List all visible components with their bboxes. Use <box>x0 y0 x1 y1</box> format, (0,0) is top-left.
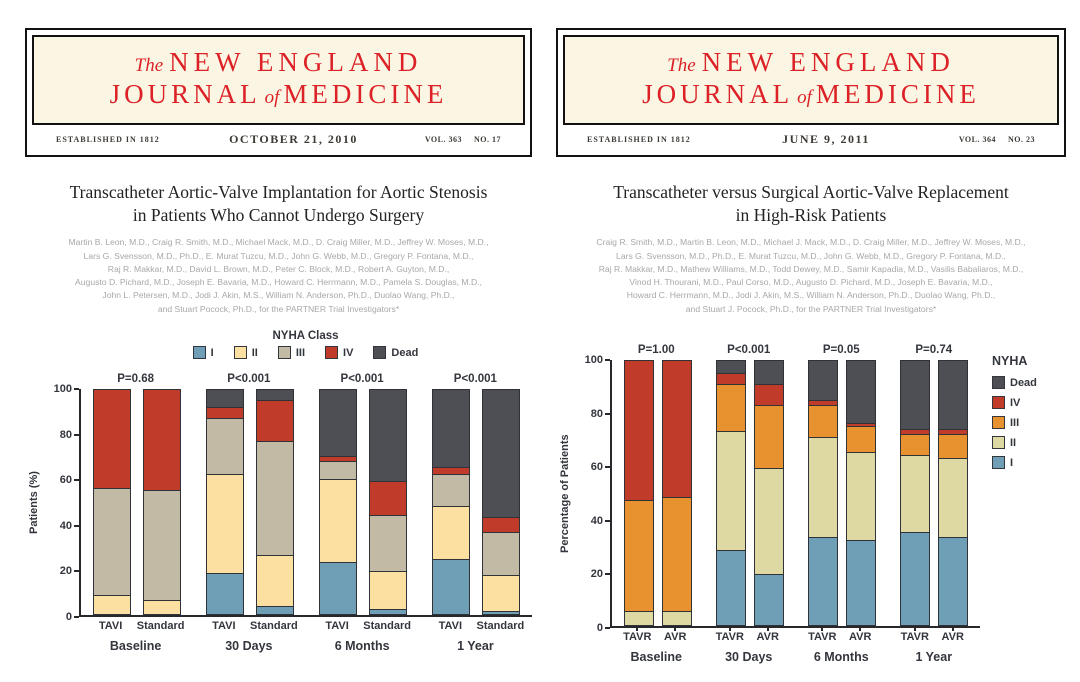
segment-nyha-iii <box>625 501 653 612</box>
segment-nyha-iii <box>939 435 967 459</box>
author-line: Howard C. Herrmann, M.D., Jodi J. Akin, M.S., William N. Anderson, Ph.D., Duolao Wang, Ph.D., <box>626 290 996 301</box>
y-axis-title: Patients (%) <box>28 471 40 535</box>
bar-label: AVR <box>753 631 783 643</box>
segment-nyha-dead <box>901 361 929 430</box>
stacked-bar-avr <box>846 360 876 626</box>
category-label: 1 Year <box>915 650 953 665</box>
legend-swatch <box>193 346 206 359</box>
volume-number <box>381 135 501 144</box>
legend-item-iv <box>992 396 1066 409</box>
p-value: P=0.74 <box>915 344 953 357</box>
author-line: Lars G. Svensson, M.D., Ph.D., E. Murat Tuzcu, M.D., John G. Webb, M.D., Gregory P. Fontana, M.D., <box>83 250 474 261</box>
logo-medicine: MEDICINE <box>815 79 980 109</box>
y-axis-title: Percentage of Patients <box>559 434 571 554</box>
issue-date: JUNE 9, 2011 <box>782 132 870 146</box>
nejm-logo-line2 <box>34 79 523 110</box>
segment-nyha-iv <box>257 401 293 441</box>
nejm-masthead <box>25 28 532 157</box>
y-tick <box>591 461 610 473</box>
p-value: P<0.001 <box>727 344 771 357</box>
y-tick-label: 80 <box>59 428 72 441</box>
legend-item-iv <box>325 346 353 359</box>
y-tick-label: 60 <box>590 461 603 474</box>
category-label: Baseline <box>630 650 682 665</box>
chart-legend <box>980 338 1066 664</box>
segment-nyha-ii <box>320 480 356 563</box>
p-value: P=0.68 <box>117 373 155 386</box>
category-label: Baseline <box>109 639 162 654</box>
segment-nyha-iii <box>755 406 783 469</box>
category-label: 30 Days <box>725 650 773 665</box>
y-tick-mark <box>605 466 610 468</box>
y-tick-label: 100 <box>53 383 72 396</box>
segment-nyha-ii <box>257 556 293 608</box>
legend-item-ii <box>992 436 1066 449</box>
bar-label-row <box>900 631 968 643</box>
p-value: P<0.001 <box>227 373 271 386</box>
segment-nyha-iii <box>847 427 875 453</box>
chart-grid <box>556 338 1066 664</box>
legend-item-iii <box>992 416 1066 429</box>
logo-journal: JOURNAL <box>109 79 261 109</box>
segment-nyha-i <box>755 575 783 625</box>
segment-nyha-iv <box>755 385 783 406</box>
y-tick-mark <box>74 388 79 390</box>
legend-label: II <box>1010 436 1017 449</box>
stacked-bar-tavr <box>716 360 746 626</box>
segment-nyha-iv <box>94 390 130 489</box>
segment-nyha-dead <box>320 390 356 457</box>
y-tick-label: 0 <box>65 611 72 624</box>
stacked-bar-tavr <box>624 360 654 626</box>
x-category <box>192 617 305 653</box>
bar-label: Standard <box>363 620 411 633</box>
logo-the: The <box>667 55 696 76</box>
segment-nyha-iii <box>901 435 929 456</box>
stacked-bar-standard <box>256 389 294 615</box>
article-title <box>25 181 532 227</box>
segment-nyha-ii <box>663 612 691 625</box>
article-title-line1: Transcatheter Aortic-Valve Implantation for Aortic Stenosis <box>69 182 488 202</box>
nejm-logo-line2 <box>565 79 1057 110</box>
segment-nyha-ii <box>207 475 243 574</box>
established-text: ESTABLISHED IN 1812 <box>587 135 691 144</box>
article-panel-left <box>25 28 532 653</box>
author-line: Raj R. Makkar, M.D., David L. Brown, M.D., Peter C. Block, M.D., Robert A. Guyton, M.D., <box>107 263 450 274</box>
masthead-strip <box>563 125 1059 155</box>
legend-label: Dead <box>391 346 419 359</box>
volume-text: VOL. 364 <box>958 135 996 144</box>
logo-new-england: NEW ENGLAND <box>701 47 955 77</box>
segment-nyha-dead <box>257 390 293 401</box>
bar-label-row <box>715 631 783 643</box>
logo-of: of <box>797 87 812 108</box>
x-axis-labels <box>79 617 532 653</box>
p-value: P<0.001 <box>453 373 497 386</box>
article-title-line2: in High-Risk Patients <box>735 205 887 226</box>
segment-nyha-dead <box>483 390 519 518</box>
y-tick-label: 40 <box>59 519 72 532</box>
legend-label: IV <box>343 346 354 359</box>
y-tick-mark <box>605 520 610 522</box>
category-label: 30 Days <box>225 639 273 654</box>
y-tick-mark <box>74 570 79 572</box>
segment-nyha-iv <box>663 361 691 498</box>
stacked-bar-tavi <box>206 389 244 615</box>
legend-label: Dead <box>1010 376 1037 389</box>
segment-nyha-iii <box>257 442 293 556</box>
segment-nyha-iii <box>320 462 356 480</box>
bar-label-row <box>205 620 298 633</box>
segment-nyha-ii <box>901 456 929 533</box>
legend-title: NYHA <box>992 354 1028 369</box>
y-tick-mark <box>605 573 610 575</box>
p-value: P=1.00 <box>637 344 675 357</box>
author-line: Martin B. Leon, M.D., Craig R. Smith, M.D., Michael Mack, M.D., D. Craig Miller, M.D., Jeffrey W. Moses, M.D., <box>68 237 489 248</box>
stacked-bar-tavi <box>432 389 470 615</box>
bar-group <box>194 389 307 615</box>
nejm-logo <box>563 35 1059 125</box>
y-tick-label: 20 <box>590 568 603 581</box>
segment-nyha-ii <box>939 459 967 538</box>
nejm-masthead <box>556 28 1066 157</box>
x-axis-labels <box>610 628 980 664</box>
nejm-logo-line1 <box>565 47 1057 78</box>
segment-nyha-i <box>717 551 745 625</box>
segment-nyha-ii <box>847 453 875 540</box>
legend-item-dead <box>373 346 418 359</box>
bar-label: Standard <box>136 620 185 633</box>
category-label: 1 Year <box>457 639 494 654</box>
segment-nyha-iv <box>144 390 180 491</box>
segment-nyha-iv <box>483 518 519 534</box>
article-title-line1: Transcatheter versus Surgical Aortic-Valve Replacement <box>613 182 1009 202</box>
legend-swatch <box>278 346 291 359</box>
logo-medicine: MEDICINE <box>283 79 448 109</box>
bar-label: TAVI <box>325 620 349 633</box>
y-tick <box>66 611 79 623</box>
nejm-logo-line1 <box>34 47 523 78</box>
y-tick <box>60 429 79 441</box>
number-text: NO. 23 <box>1008 135 1035 144</box>
y-tick <box>54 383 79 395</box>
legend-label: III <box>1010 416 1020 429</box>
bar-group <box>704 360 796 626</box>
author-line: John L. Petersen, M.D., Jodi J. Akin, M.S., William N. Anderson, Ph.D., Duolao Wang, Ph.D., <box>102 290 455 301</box>
bar-label-row <box>92 620 185 633</box>
bar-label-row <box>807 631 875 643</box>
author-line: Lars G. Svensson, M.D., Ph.D., E. Murat Tuzcu, M.D., John G. Webb, M.D., Gregory P. Fontana, M.D., <box>616 250 1006 261</box>
bar-label: TAVI <box>212 620 236 633</box>
bar-label: TAVI <box>98 620 123 633</box>
author-list <box>25 236 532 316</box>
stacked-bar-avr <box>938 360 968 626</box>
y-tick-mark <box>605 413 610 415</box>
segment-nyha-ii <box>433 507 469 561</box>
volume-number <box>915 135 1035 144</box>
nyha-chart-tavi <box>25 330 532 653</box>
y-axis <box>574 354 610 635</box>
author-line: Raj R. Makkar, M.D., Mathew Williams, M.D., Todd Dewey, M.D., Samir Kapadia, M.D., Vasilis Babaliaros, M.D., <box>598 263 1024 274</box>
legend-swatch <box>992 456 1005 469</box>
segment-nyha-dead <box>755 361 783 385</box>
y-tick <box>585 354 610 366</box>
bar-label: TAVI <box>438 620 463 633</box>
y-tick-label: 20 <box>59 565 72 578</box>
nejm-logo <box>32 35 525 125</box>
legend-label: III <box>295 346 306 359</box>
segment-nyha-iii <box>663 498 691 612</box>
article-panel-right <box>556 28 1066 664</box>
article-title-line2: in Patients Who Cannot Undergo Surgery <box>132 205 425 226</box>
article-title <box>556 181 1066 227</box>
segment-nyha-iv <box>207 408 243 419</box>
bar-group <box>307 389 420 615</box>
bar-label: AVR <box>660 631 690 643</box>
segment-nyha-i <box>483 612 519 614</box>
segment-nyha-i <box>257 607 293 614</box>
chart-legend <box>79 330 532 359</box>
segment-nyha-i <box>320 563 356 615</box>
segment-nyha-i <box>939 538 967 625</box>
legend-item-dead <box>992 376 1066 389</box>
segment-nyha-ii <box>625 612 653 625</box>
segment-nyha-i <box>370 610 406 614</box>
bar-label: TAVR <box>623 631 652 644</box>
segment-nyha-dead <box>433 390 469 468</box>
segment-nyha-iii <box>433 475 469 506</box>
bar-label: AVR <box>845 631 875 643</box>
segment-nyha-dead <box>717 361 745 374</box>
x-category <box>79 617 192 653</box>
segment-nyha-ii <box>755 469 783 575</box>
x-category <box>306 617 419 653</box>
bar-label-row <box>431 620 525 633</box>
p-value-row <box>610 338 980 360</box>
y-tick-label: 100 <box>584 354 603 367</box>
author-line: Craig R. Smith, M.D., Martin B. Leon, M.D., Michael J. Mack, M.D., D. Craig Miller, M.D., Jeffrey W. Moses, M.D., <box>596 237 1026 248</box>
segment-nyha-dead <box>939 361 967 430</box>
bar-group <box>612 360 704 626</box>
stacked-bar-standard <box>482 389 520 615</box>
bar-label: Standard <box>476 620 525 633</box>
y-tick-mark <box>74 616 79 618</box>
plot-area <box>79 389 532 617</box>
bar-group <box>796 360 888 626</box>
y-tick <box>60 474 79 486</box>
segment-nyha-ii <box>717 432 745 551</box>
legend-label: I <box>210 346 214 359</box>
y-tick <box>60 520 79 532</box>
y-tick-mark <box>74 434 79 436</box>
legend-item-i <box>193 346 214 359</box>
legend-item-ii <box>234 346 258 359</box>
logo-new-england: NEW ENGLAND <box>169 47 423 77</box>
stacked-bar-tavr <box>808 360 838 626</box>
segment-nyha-i <box>207 574 243 614</box>
y-tick-label: 0 <box>596 622 603 635</box>
stacked-bar-standard <box>143 389 181 615</box>
issue-date: OCTOBER 21, 2010 <box>229 132 358 146</box>
segment-nyha-iii <box>809 406 837 438</box>
p-value: P<0.001 <box>340 373 384 386</box>
nyha-chart-tavr <box>556 338 1066 664</box>
x-category <box>610 628 703 664</box>
legend-label: IV <box>1010 396 1021 409</box>
logo-the: The <box>134 55 164 76</box>
segment-nyha-dead <box>809 361 837 401</box>
logo-of: of <box>264 87 280 108</box>
author-list <box>556 236 1066 316</box>
legend-swatch <box>992 396 1005 409</box>
y-tick <box>60 565 79 577</box>
segment-nyha-iii <box>207 419 243 475</box>
segment-nyha-ii <box>483 576 519 612</box>
segment-nyha-iii <box>483 533 519 576</box>
author-line: Augusto D. Pichard, M.D., Joseph E. Bavaria, M.D., Howard C. Herrmann, M.D., Pamela S. Douglas, M.D., <box>75 277 482 288</box>
legend-swatch <box>373 346 386 359</box>
y-tick <box>597 622 610 634</box>
segment-nyha-iii <box>717 385 745 433</box>
bar-label-row <box>318 620 411 633</box>
chart-grid <box>25 367 532 653</box>
segment-nyha-ii <box>809 438 837 538</box>
stacked-bar-tavi <box>319 389 357 615</box>
bar-label: TAVR <box>808 631 837 644</box>
established-text: ESTABLISHED IN 1812 <box>56 135 160 144</box>
y-tick <box>591 568 610 580</box>
stacked-bar-avr <box>662 360 692 626</box>
y-tick <box>591 408 610 420</box>
y-tick-mark <box>74 525 79 527</box>
author-line: and Stuart Pocock, Ph.D., for the PARTNER Trial Investigators* <box>157 303 400 314</box>
bar-group <box>888 360 980 626</box>
bar-label: Standard <box>250 620 298 633</box>
masthead-strip <box>32 125 525 155</box>
y-tick-label: 80 <box>590 407 603 420</box>
legend-label: II <box>251 346 258 359</box>
segment-nyha-i <box>809 538 837 625</box>
legend-title: NYHA Class <box>272 330 339 343</box>
stacked-bar-tavi <box>93 389 131 615</box>
legend-swatch <box>325 346 338 359</box>
bar-group <box>419 389 532 615</box>
segment-nyha-iii <box>94 489 130 597</box>
author-line: Vinod H. Thourani, M.D., Paul Corso, M.D., Augusto D. Pichard, M.D., Joseph E. Bavaria, M.D., <box>629 277 993 288</box>
y-tick-mark <box>74 479 79 481</box>
volume-text: VOL. 363 <box>424 135 462 144</box>
x-category <box>419 617 532 653</box>
x-category <box>703 628 796 664</box>
y-tick-mark <box>605 359 610 361</box>
segment-nyha-iv <box>625 361 653 501</box>
segment-nyha-iv <box>370 482 406 516</box>
stacked-bar-avr <box>754 360 784 626</box>
number-text: NO. 17 <box>474 135 501 144</box>
segment-nyha-ii <box>370 572 406 610</box>
legend-swatch <box>992 436 1005 449</box>
legend-swatch <box>234 346 247 359</box>
segment-nyha-ii <box>144 601 180 614</box>
legend-items <box>79 346 532 359</box>
stacked-bar-standard <box>369 389 407 615</box>
y-tick-label: 60 <box>59 474 72 487</box>
segment-nyha-dead <box>847 361 875 424</box>
y-tick-mark <box>605 627 610 629</box>
category-label: 6 Months <box>334 639 390 654</box>
plot-area <box>610 360 980 628</box>
segment-nyha-iv <box>433 468 469 475</box>
segment-nyha-iii <box>144 491 180 601</box>
legend-label: I <box>1010 456 1014 469</box>
segment-nyha-iii <box>370 516 406 572</box>
y-tick <box>591 515 610 527</box>
logo-journal: JOURNAL <box>642 79 794 109</box>
bar-label-row <box>622 631 690 643</box>
legend-item-i <box>992 456 1066 469</box>
category-label: 6 Months <box>813 650 869 665</box>
legend-swatch <box>992 416 1005 429</box>
bar-group <box>81 389 194 615</box>
x-category <box>795 628 888 664</box>
p-value-row <box>79 367 532 389</box>
bar-label: TAVR <box>900 631 929 644</box>
segment-nyha-i <box>433 560 469 614</box>
legend-items <box>992 376 1066 469</box>
author-line: and Stuart J. Pocock, Ph.D., for the PARTNER Trial Investigators* <box>685 303 937 314</box>
segment-nyha-i <box>847 541 875 625</box>
stacked-bar-tavr <box>900 360 930 626</box>
y-axis <box>43 383 79 624</box>
segment-nyha-ii <box>94 596 130 614</box>
segment-nyha-iv <box>717 374 745 385</box>
y-tick-label: 40 <box>590 514 603 527</box>
p-value: P=0.05 <box>822 344 860 357</box>
bar-label: TAVR <box>715 631 744 644</box>
x-category <box>888 628 981 664</box>
legend-item-iii <box>278 346 305 359</box>
segment-nyha-dead <box>370 390 406 482</box>
bar-label: AVR <box>938 631 968 643</box>
segment-nyha-dead <box>207 390 243 408</box>
legend-swatch <box>992 376 1005 389</box>
segment-nyha-i <box>901 533 929 625</box>
